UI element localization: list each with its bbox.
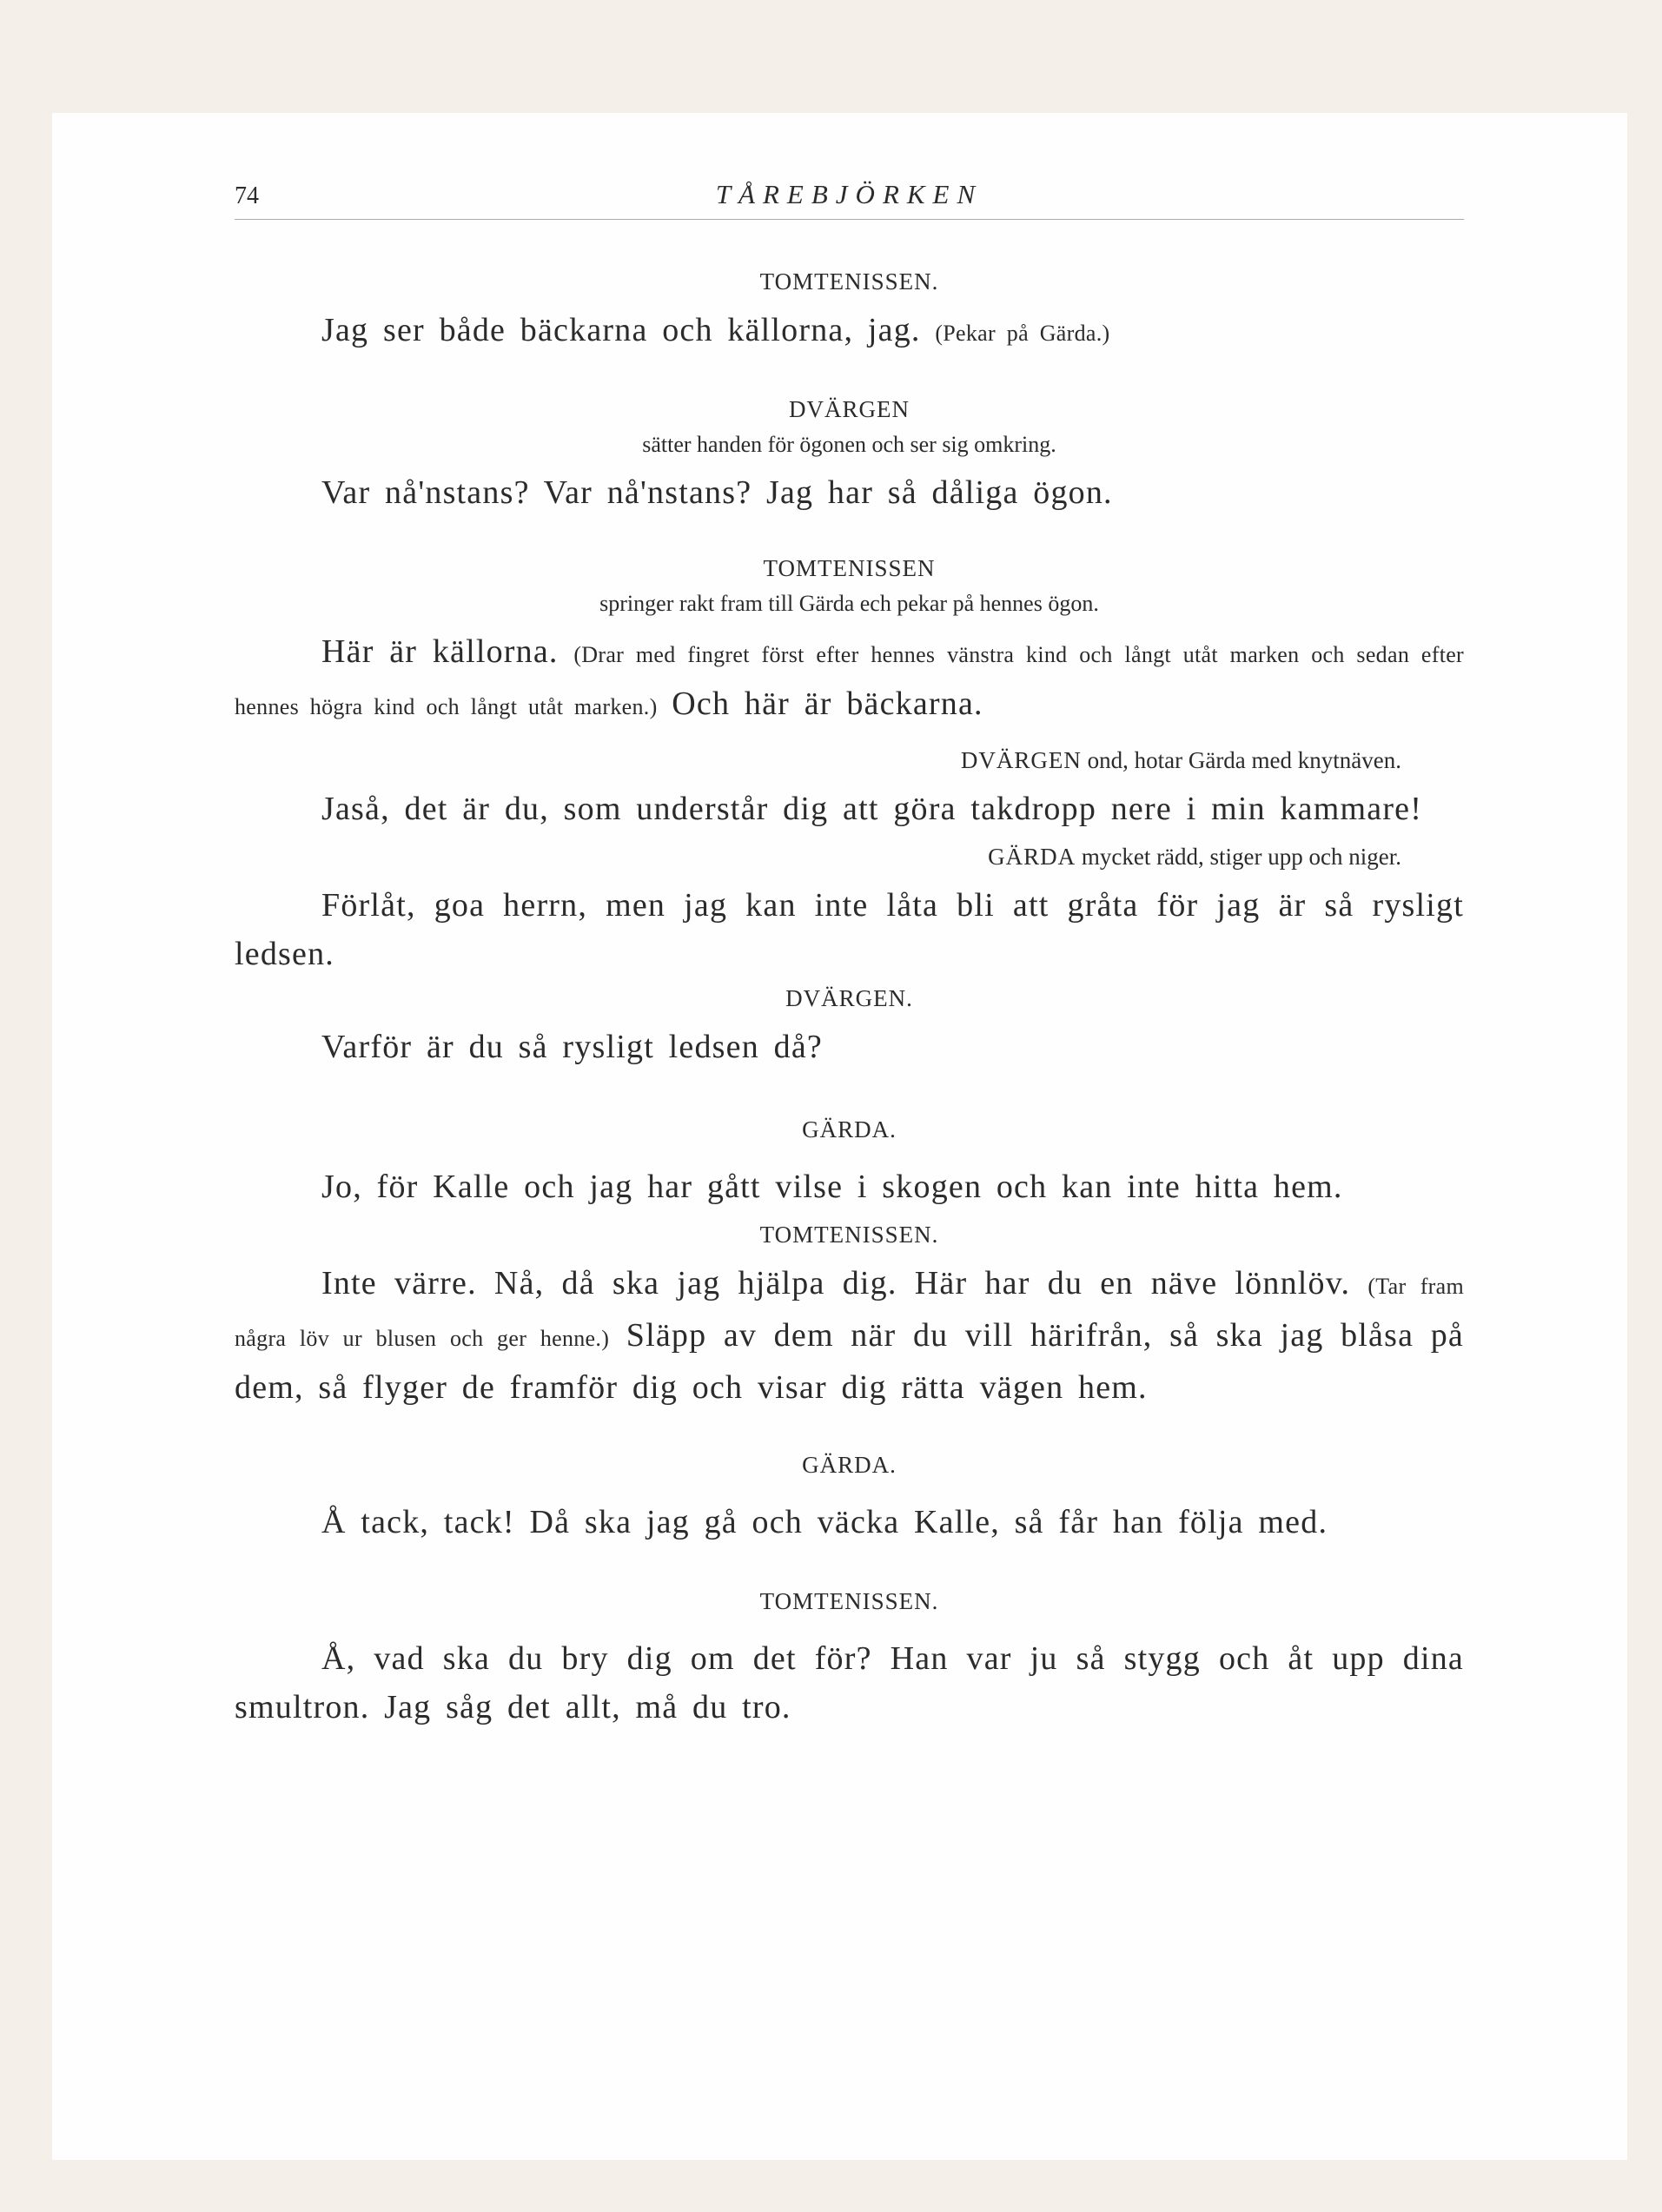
stage-aside: (Drar med fingret först efter hennes vänstra kind och långt utåt marken och sedan efter hennes högra kind och långt utåt marken.) <box>235 642 1465 719</box>
speech-text: Här är källorna. <box>321 633 559 670</box>
speaker-name: TOMTENISSEN. <box>759 268 939 295</box>
stage-direction: mycket rädd, stiger upp och niger. <box>1081 844 1401 870</box>
speaker-name: TOMTENISSEN. <box>759 1588 939 1614</box>
book-page <box>235 174 1464 1732</box>
page-number: 74 <box>235 182 259 209</box>
dialogue-line <box>235 627 1464 732</box>
speaker-name: DVÄRGEN <box>789 396 910 422</box>
speech-text: Förlåt, goa herrn, men jag kan inte låta bli att gråta för jag är så rysligt ledsen. <box>235 887 1464 972</box>
dialogue-block <box>235 1222 1464 1412</box>
speech-text: Inte värre. Nå, då ska jag hjälpa dig. Här har du en näve lönnlöv. <box>321 1265 1351 1301</box>
speech-text: Jaså, det är du, som understår dig att göra takdropp nere i min kammare! <box>321 791 1423 827</box>
dialogue-block <box>235 1116 1464 1211</box>
speaker-name: GÄRDA <box>988 844 1076 870</box>
dialogue-line <box>235 1023 1464 1071</box>
dialogue-line <box>235 468 1464 517</box>
speech-text: Och här är bäckarna. <box>672 685 983 722</box>
dialogue-line <box>235 1634 1464 1732</box>
stage-direction: sätter handen för ögonen och ser sig omkring. <box>642 432 1056 457</box>
speech-text: Var nå'nstans? Var nå'nstans? Jag har så dåliga ögon. <box>321 474 1113 511</box>
stage-aside: (Tar fram några löv ur blusen och ger henne.) <box>235 1274 1465 1351</box>
dialogue-line <box>235 881 1464 978</box>
speech-text: Å, vad ska du bry dig om det för? Han var ju så stygg och åt upp dina smultron. Jag såg det allt, må du tro. <box>235 1640 1464 1725</box>
stage-direction: ond, hotar Gärda med knytnäven. <box>1087 747 1401 773</box>
dialogue-block <box>235 555 1464 732</box>
dialogue-block <box>235 1588 1464 1732</box>
stage-aside: (Pekar på Gärda.) <box>935 321 1110 346</box>
stage-direction: springer rakt fram till Gärda ech pekar på hennes ögon. <box>599 591 1099 616</box>
dialogue-line <box>235 306 1464 358</box>
speech-text: Jag ser både bäckarna och källorna, jag. <box>321 312 921 348</box>
speaker-name: DVÄRGEN <box>960 747 1082 773</box>
dialogue-line <box>235 785 1464 833</box>
dialogue-line <box>235 1498 1464 1546</box>
running-title: TÅREBJÖRKEN <box>715 179 983 209</box>
speech-text: Släpp av dem när du vill härifrån, så ska jag blåsa på dem, så flyger de framför dig och visar dig rätta vägen hem. <box>235 1317 1464 1406</box>
speaker-name: DVÄRGEN. <box>785 985 913 1011</box>
speech-text: Jo, för Kalle och jag har gått vilse i skogen och kan inte hitta hem. <box>321 1169 1343 1205</box>
speaker-name: TOMTENISSEN <box>763 555 936 581</box>
dialogue-block <box>235 985 1464 1071</box>
dialogue-block <box>235 1452 1464 1546</box>
running-head <box>235 174 1464 220</box>
dialogue-block <box>235 396 1464 517</box>
dialogue-block <box>235 268 1464 358</box>
dialogue-line <box>235 1162 1464 1211</box>
speaker-heading <box>235 844 1464 871</box>
speech-text: Å tack, tack! Då ska jag gå och väcka Kalle, så får han följa med. <box>321 1504 1328 1540</box>
speaker-name: TOMTENISSEN. <box>759 1222 939 1248</box>
speaker-name: GÄRDA. <box>802 1116 897 1142</box>
speech-text: Varför är du så rysligt ledsen då? <box>321 1029 823 1065</box>
speaker-name: GÄRDA. <box>802 1452 897 1478</box>
dialogue-block <box>235 747 1464 833</box>
dialogue-line <box>235 1259 1464 1412</box>
dialogue-block <box>235 844 1464 978</box>
speaker-heading <box>235 747 1464 774</box>
